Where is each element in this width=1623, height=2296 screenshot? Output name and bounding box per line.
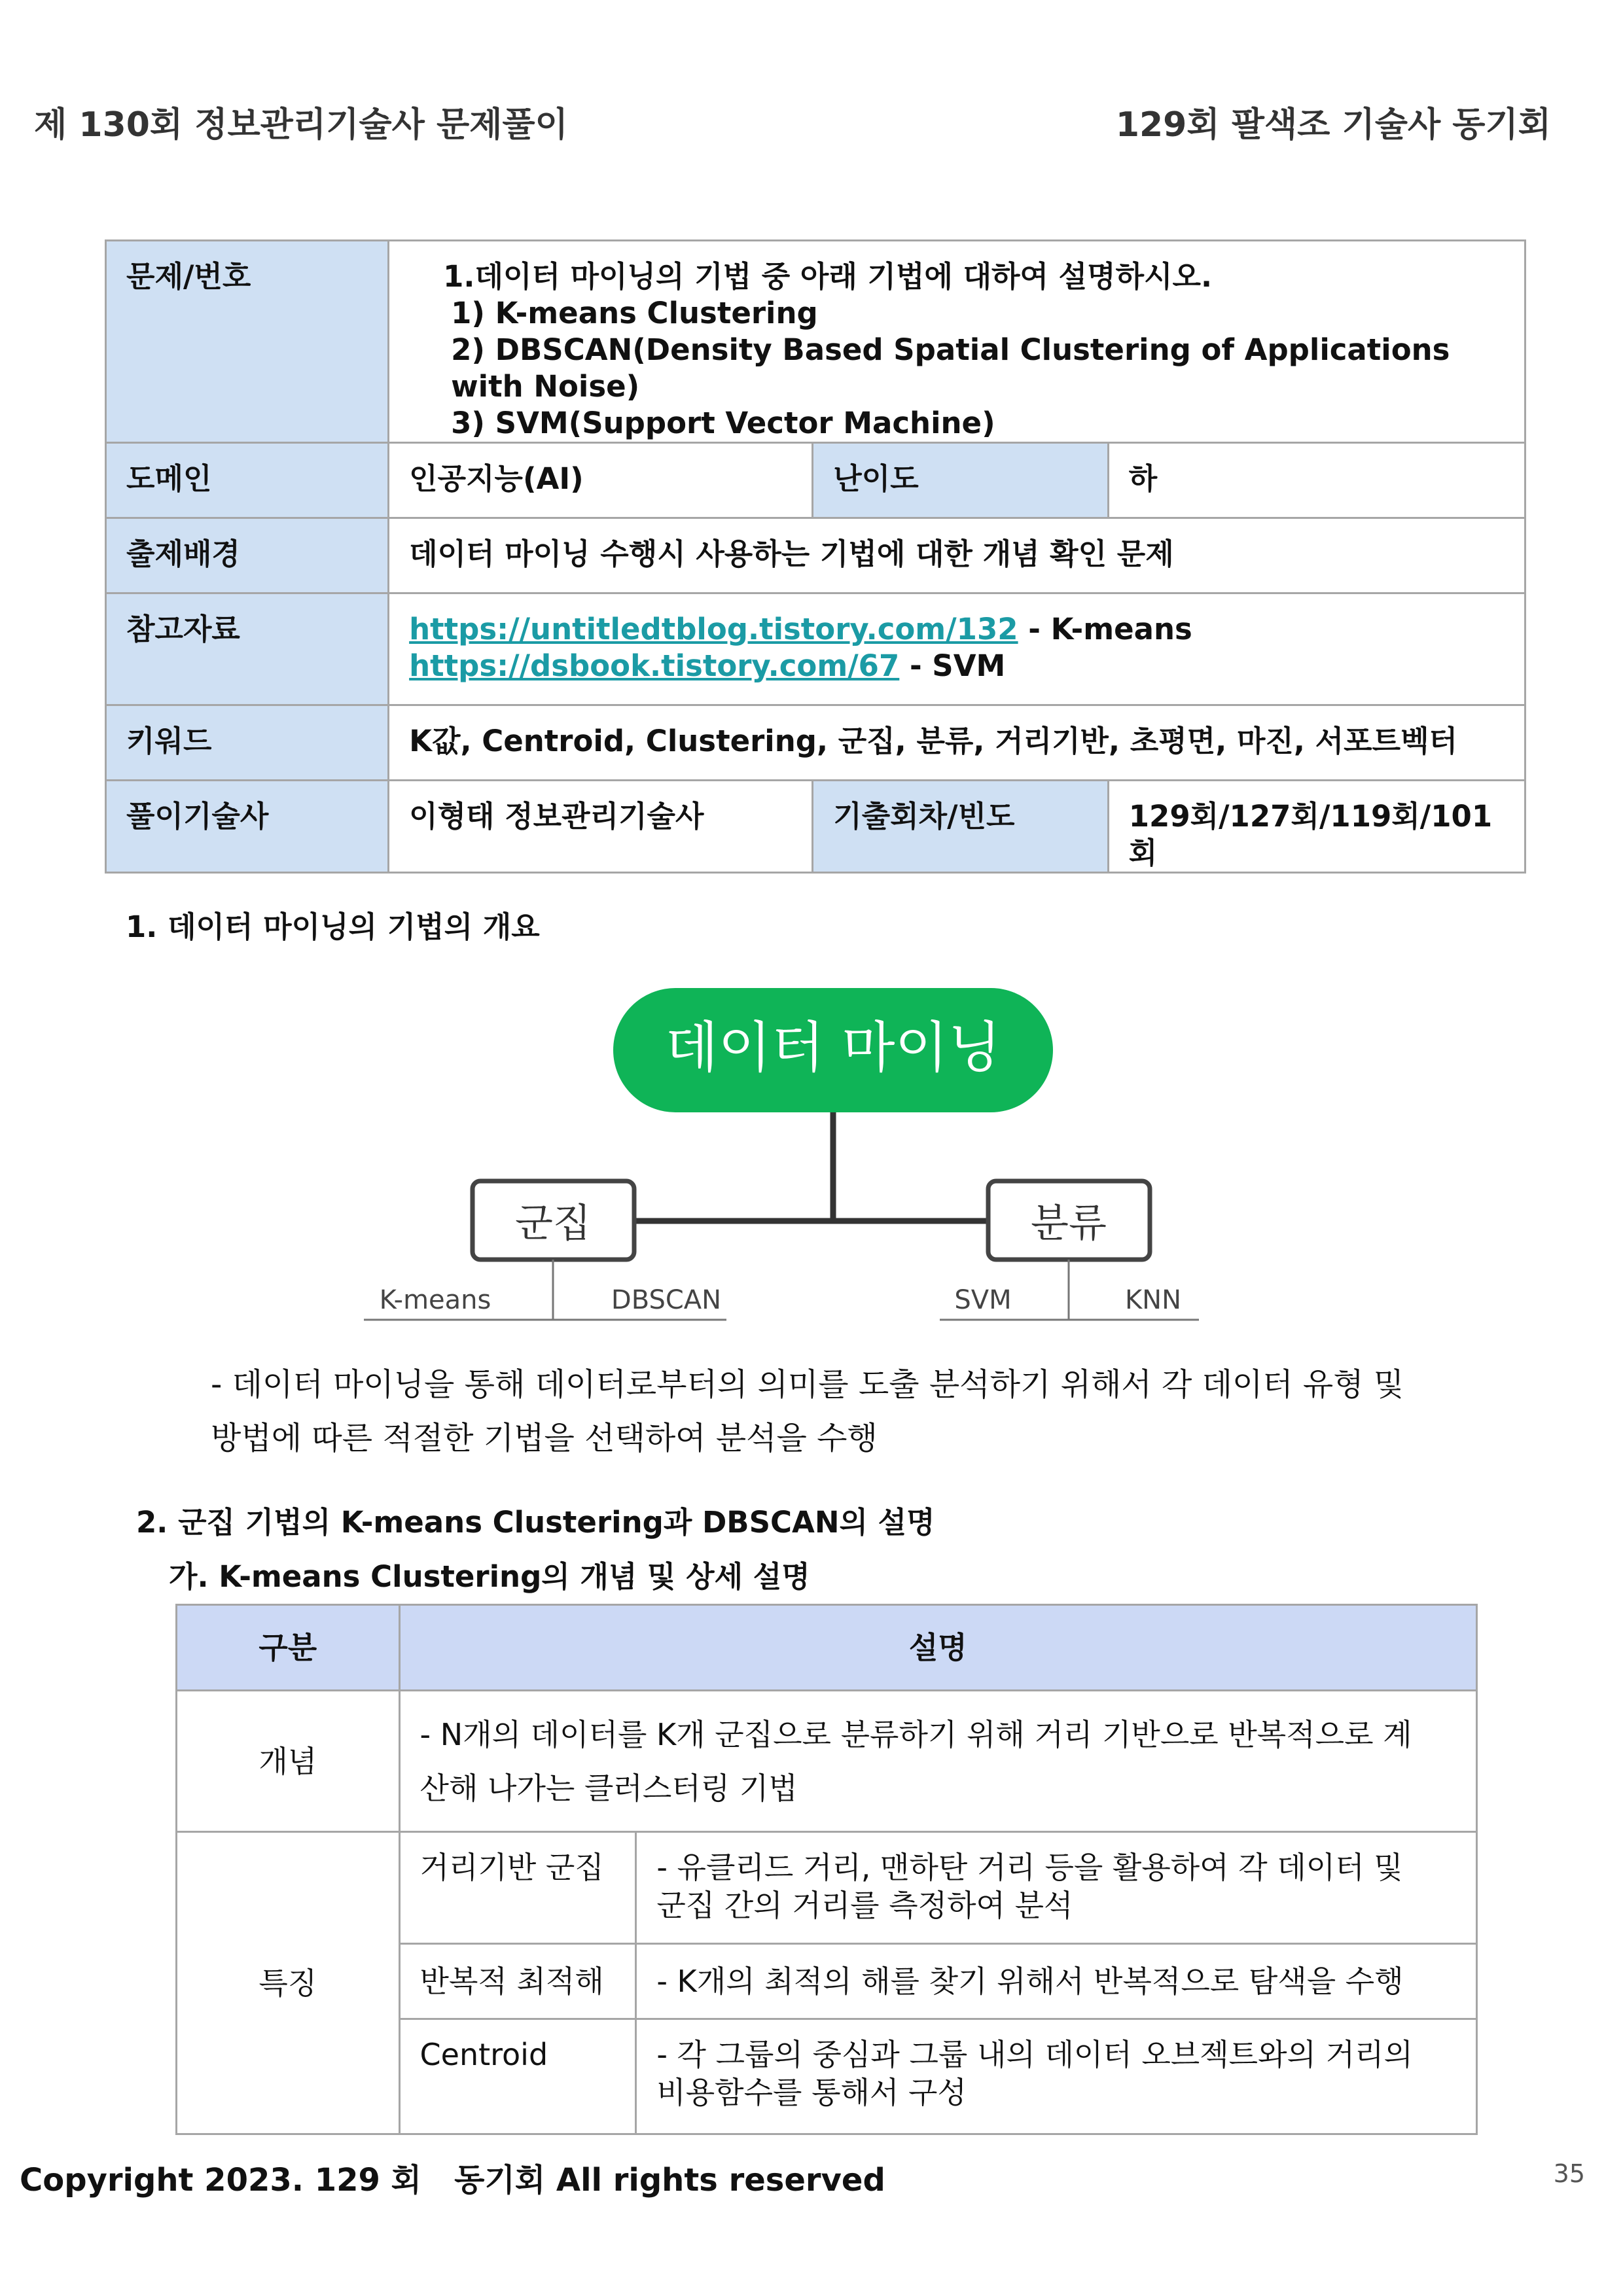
concept-label: 개념 — [177, 1691, 400, 1832]
diagram-leaf-kmeans: K-means — [379, 1285, 491, 1315]
problem-title: 1.데이터 마이닝의 기법 중 아래 기법에 대하여 설명하시오. — [443, 259, 1213, 294]
feature-desc-centroid-line2: 비용함수를 통해서 구성 — [656, 2075, 967, 2110]
problem-item-2: 2) DBSCAN(Density Based Spatial Clustering of Applications with Noise) — [451, 332, 1450, 404]
author-label: 풀이기술사 — [106, 781, 389, 873]
concept-line1: - N개의 데이터를 K개 군집으로 분류하기 위해 거리 기반으로 반복적으로 계 — [419, 1716, 1412, 1752]
feature-desc-iterative: - K개의 최적의 해를 찾기 위해서 반복적으로 탐색을 수행 — [636, 1944, 1477, 2019]
feature-desc-distance-line1: - 유클리드 거리, 맨하탄 거리 등을 활용하여 각 데이터 및 — [656, 1850, 1403, 1885]
keyword-value: K값, Centroid, Clustering, 군집, 분류, 거리기반, 초평면, 마진, 서포트벡터 — [389, 705, 1525, 781]
problem-item-3: 3) SVM(Support Vector Machine) — [451, 406, 995, 440]
author-value: 이형태 정보관리기술사 — [389, 781, 813, 873]
diagram-root-label: 데이터 마이닝 — [665, 1016, 1001, 1080]
reference-suffix-kmeans: - K-means — [1018, 612, 1192, 646]
section2-title: 2. 군집 기법의 K-means Clustering과 DBSCAN의 설명 — [136, 1505, 935, 1540]
footer-copyright: Copyright 2023. 129 회 동기회 All rights reserved — [20, 2162, 885, 2199]
problem-item-1: 1) K-means Clustering — [451, 296, 818, 330]
diagram-leaf-svm: SVM — [954, 1285, 1012, 1315]
diagram-classify-label: 분류 — [1031, 1201, 1107, 1246]
section1-description — [211, 1358, 1520, 1465]
domain-value: 인공지능(AI) — [389, 443, 813, 518]
diagram-cluster-label: 군집 — [515, 1201, 591, 1246]
section2-subtitle: 가. K-means Clustering의 개념 및 상세 설명 — [169, 1559, 810, 1594]
page-number: 35 — [1553, 2159, 1585, 2188]
concept-cell — [399, 1691, 1476, 1832]
feature-desc-distance — [636, 1832, 1477, 1944]
reference-link-svm[interactable]: https://dsbook.tistory.com/67 — [409, 648, 900, 683]
history-label: 기출회차/빈도 — [813, 781, 1108, 873]
header-left: 제 130회 정보관리기술사 문제풀이 — [34, 105, 568, 145]
reference-suffix-svm: - SVM — [899, 648, 1006, 683]
feature-desc-centroid-line1: - 각 그룹의 중심과 그룹 내의 데이터 오브젝트와의 거리의 — [656, 2037, 1413, 2072]
feature-desc-centroid — [636, 2019, 1477, 2134]
concept-line2: 산해 나가는 클러스터링 기법 — [419, 1770, 798, 1806]
section1-title: 1. 데이터 마이닝의 기법의 개요 — [126, 910, 540, 944]
kmeans-table — [175, 1604, 1478, 2135]
section1-desc-line2: 방법에 따른 적절한 기법을 선택하여 분석을 수행 — [211, 1420, 878, 1457]
feature-name-iterative: 반복적 최적해 — [399, 1944, 636, 2019]
feature-name-centroid: Centroid — [399, 2019, 636, 2134]
feature-name-distance: 거리기반 군집 — [399, 1832, 636, 1944]
diagram-leaf-knn: KNN — [1124, 1285, 1182, 1315]
keyword-label: 키워드 — [106, 705, 389, 781]
kmeans-col-description: 설명 — [399, 1605, 1476, 1691]
reference-link-kmeans[interactable]: https://untitledtblog.tistory.com/132 — [409, 612, 1018, 646]
difficulty-label: 난이도 — [813, 443, 1108, 518]
header-right: 129회 팔색조 기술사 동기회 — [1115, 105, 1551, 145]
background-value: 데이터 마이닝 수행시 사용하는 기법에 대한 개념 확인 문제 — [389, 518, 1525, 593]
difficulty-value: 하 — [1108, 443, 1525, 518]
kmeans-col-category: 구분 — [177, 1605, 400, 1691]
domain-label: 도메인 — [106, 443, 389, 518]
feature-desc-distance-line2: 군집 간의 거리를 측정하여 분석 — [656, 1888, 1073, 1923]
feature-label: 특징 — [177, 1832, 400, 2134]
reference-label: 참고자료 — [106, 593, 389, 705]
problem-label: 문제/번호 — [106, 241, 389, 443]
diagram-leaf-dbscan: DBSCAN — [611, 1285, 722, 1315]
section1-desc-line1: - 데이터 마이닝을 통해 데이터로부터의 의미를 도출 분석하기 위해서 각 데이터 유형 및 — [211, 1366, 1404, 1403]
history-value: 129회/127회/119회/101회 — [1108, 781, 1525, 873]
background-label: 출제배경 — [106, 518, 389, 593]
